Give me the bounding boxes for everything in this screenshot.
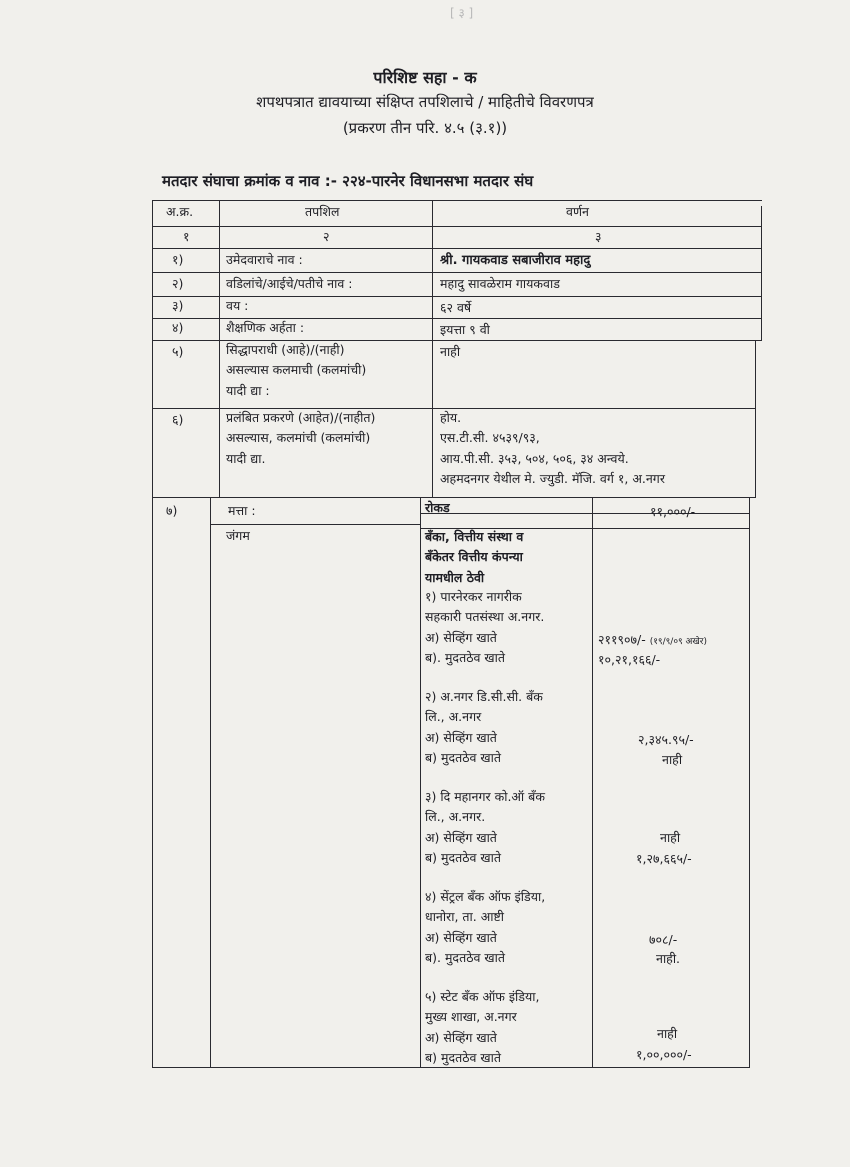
- convictions-label: सिद्धापराधी (आहे)/(नाही) असल्यास कलमाची (कलमांची) यादी द्या :: [226, 342, 367, 398]
- table-row-label: वय :: [226, 298, 249, 313]
- cash-value: ११,०००/-: [650, 504, 696, 519]
- bank-entry: ५) स्टेट बँक ऑफ इंडिया, मुख्य शाखा, अ.नगर अ) सेव्हिंग खाते ब) मुदतठेव खाते: [425, 989, 540, 1066]
- table-row-sr: ६): [172, 412, 184, 427]
- bank-fd-value: नाही.: [656, 951, 681, 966]
- education-value: इयत्ता ९ वी: [440, 322, 490, 337]
- table-row-sr: १): [172, 252, 184, 267]
- table-row-sr: ४): [172, 320, 184, 335]
- bank-entry: १) पारनेरकर नागरीक सहकारी पतसंस्था अ.नगर. अ) सेव्हिंग खाते ब). मुदतठेव खाते: [425, 589, 545, 666]
- header-sr: अ.क्र.: [166, 204, 194, 219]
- header-detail: तपशिल: [305, 204, 340, 219]
- convictions-value: नाही: [440, 344, 461, 359]
- table-row-label: उमेदवाराचे नाव :: [226, 252, 303, 267]
- table-row-label: शैक्षणिक अर्हता :: [226, 320, 305, 335]
- col-number-description: ३: [595, 229, 602, 244]
- table-row-sr: ३): [172, 298, 184, 313]
- age-value: ६२ वर्षे: [440, 300, 472, 315]
- assets-label: मत्ता :: [228, 503, 256, 518]
- col-number-detail: २: [323, 229, 330, 244]
- table-row-sr: ७): [166, 503, 178, 518]
- bank-fd-value: १०,२१,१६६/-: [598, 652, 661, 667]
- bank-fd-value: १,००,०००/-: [636, 1047, 692, 1062]
- deposits-heading: बँका, वित्तीय संस्था व बँकेतर वित्तीय कंपन्या यामधील ठेवी: [425, 529, 524, 585]
- bank-savings-value: नाही: [660, 830, 681, 845]
- bank-savings-value: २११९०७/- (१९/९/०९ अखेर): [598, 632, 707, 647]
- table-row-label: वडिलांचे/आईचे/पतीचे नाव :: [226, 276, 353, 291]
- constituency-heading: मतदार संघाचा क्रमांक व नाव :- २२४-पारनेर विधानसभा मतदार संघ: [162, 172, 534, 190]
- bank-entry: ४) सेंट्रल बँक ऑफ इंडिया, धानोरा, ता. आष्टी अ) सेव्हिंग खाते ब). मुदतठेव खाते: [425, 889, 546, 966]
- document-subtitle: शपथपत्रात द्यावयाच्या संक्षिप्त तपशिलाचे / माहितीचे विवरणपत्र: [256, 93, 594, 111]
- pending-cases-value: होय. एस.टी.सी. ४५३९/९३, आय.पी.सी. ३५३, ५०४, ५०६, ३४ अन्वये. अहमदनगर येथील मे. ज्युडी. मॅजि. वर्ग १, अ.नगर: [440, 410, 665, 487]
- chapter-reference: (प्रकरण तीन परि. ४.५ (३.१)): [342, 119, 508, 137]
- table-row-sr: २): [172, 276, 184, 291]
- cash-label: रोकड: [425, 500, 450, 515]
- parent-name: महादु सावळेराम गायकवाड: [440, 276, 560, 291]
- pending-cases-label: प्रलंबित प्रकरणे (आहेत)/(नाहीत) असल्यास, कलमांची (कलमांची) यादी द्या.: [226, 410, 376, 466]
- page-number-mark: [ ३ ]: [450, 6, 474, 20]
- bank-entry: २) अ.नगर डि.सी.सी. बँक लि., अ.नगर अ) सेव्हिंग खाते ब) मुदतठेव खाते: [425, 689, 543, 766]
- bank-savings-value: नाही: [657, 1026, 678, 1041]
- bank-fd-value: १,२७,६६५/-: [636, 851, 692, 866]
- candidate-name: श्री. गायकवाड सबाजीराव महादु: [440, 253, 591, 268]
- bank-fd-value: नाही: [662, 752, 683, 767]
- header-description: वर्णन: [566, 204, 589, 219]
- table-row-sr: ५): [172, 344, 184, 359]
- bank-savings-value: २,३४५.९५/-: [638, 732, 694, 747]
- bank-entry: ३) दि महानगर को.ऑ बँक लि., अ.नगर. अ) सेव्हिंग खाते ब) मुदतठेव खाते: [425, 789, 545, 866]
- bank-savings-value: ७०८/-: [649, 932, 678, 947]
- movable-label: जंगम: [226, 528, 250, 543]
- document-title: परिशिष्ट सहा - क: [373, 68, 477, 87]
- col-number-sr: १: [183, 229, 190, 244]
